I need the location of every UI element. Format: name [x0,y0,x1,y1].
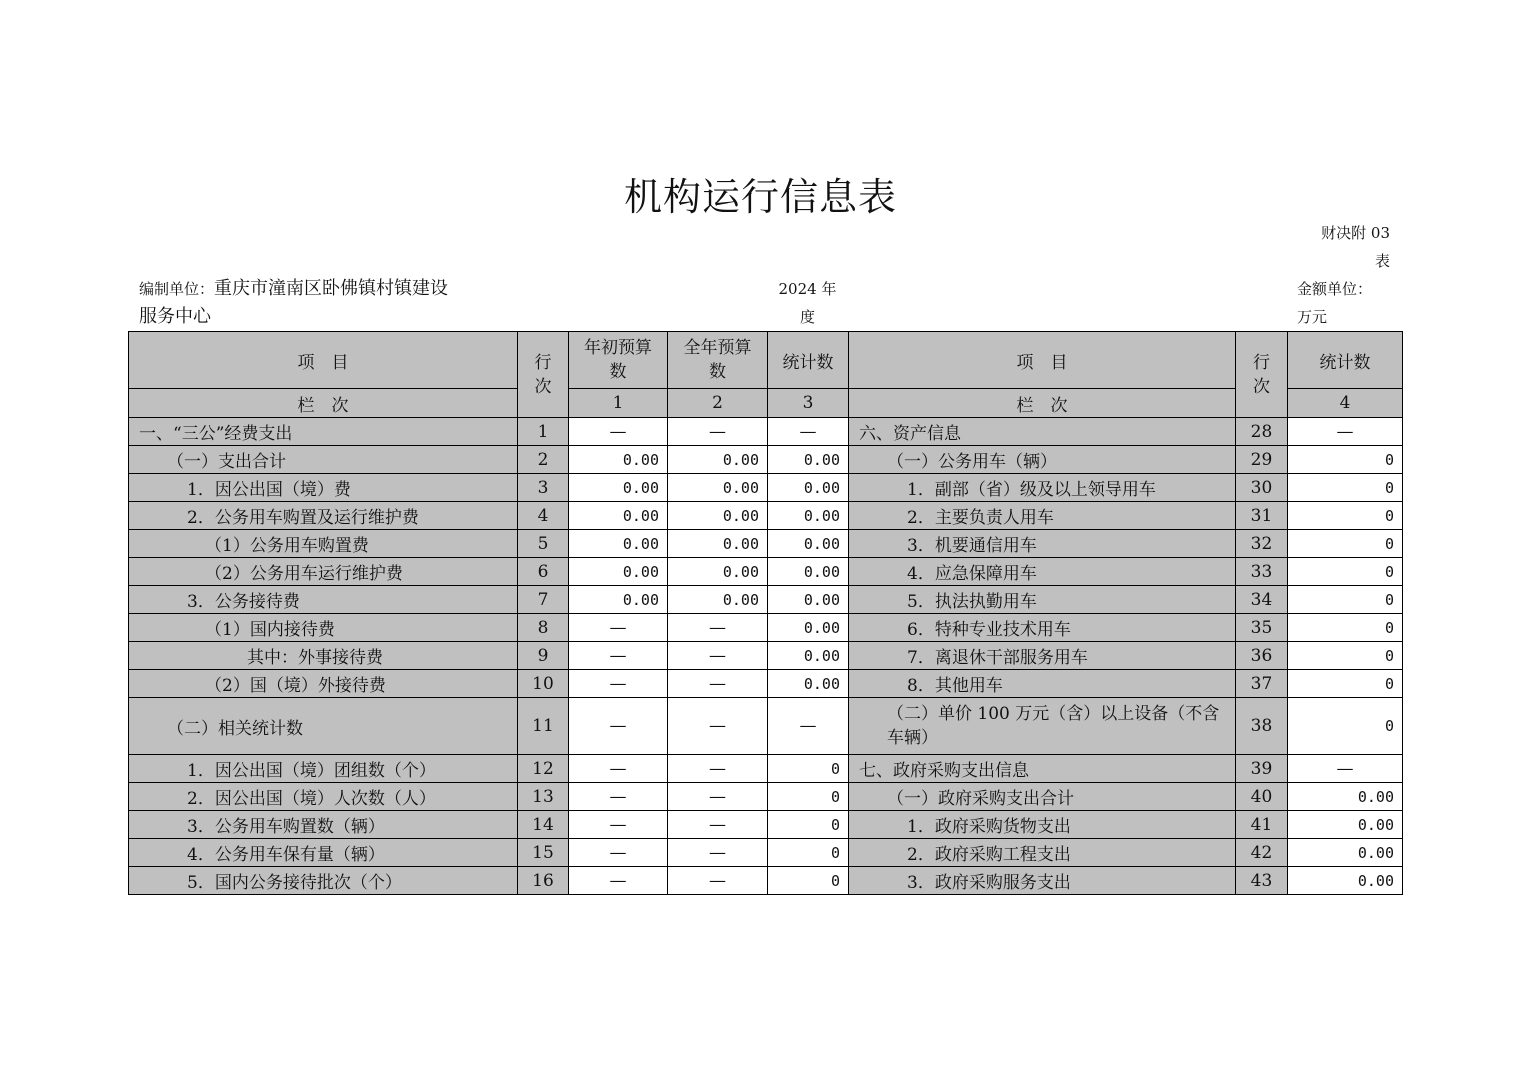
row-label: 3．公务接待费 [129,586,518,614]
row-number: 3 [518,474,569,502]
money-unit-line1: 金额单位： [1297,280,1373,298]
fiscal-year-line1: 2024 年 [778,280,837,298]
row-number-right: 43 [1236,867,1288,895]
row-label-right: （一）公务用车（辆） [849,446,1236,474]
table-row [129,867,1403,895]
full-budget-value: 0.00 [668,446,768,474]
full-budget-value: 0.00 [668,502,768,530]
row-number-right: 42 [1236,839,1288,867]
stat-value: 0.00 [768,558,849,586]
row-label: （二）相关统计数 [129,698,518,755]
row-number-right: 35 [1236,614,1288,642]
row-label-right: 六、资产信息 [849,418,1236,446]
row-label: 3．公务用车购置数（辆） [129,811,518,839]
table-row [129,502,1403,530]
row-number: 6 [518,558,569,586]
stat-value-right: 0 [1288,670,1403,698]
table-row [129,670,1403,698]
initial-budget-value: — [569,670,668,698]
lanci-label: 栏 次 [129,389,518,418]
table-row [129,530,1403,558]
money-unit [1297,275,1407,331]
full-budget-value: — [668,811,768,839]
form-number-line2: 表 [1374,252,1390,270]
stat-value-right: 0 [1288,558,1403,586]
row-label: 5．国内公务接待批次（个） [129,867,518,895]
row-number-right: 33 [1236,558,1288,586]
full-budget-value: — [668,839,768,867]
form-number-line1: 财决附 03 [1321,224,1390,242]
row-number-right: 40 [1236,783,1288,811]
col-number-1: 1 [569,389,668,418]
full-budget-value: — [668,755,768,783]
initial-budget-value: 0.00 [569,558,668,586]
full-budget-value: 0.00 [668,558,768,586]
initial-budget-value: — [569,614,668,642]
stat-value: 0 [768,755,849,783]
lanci-label-right: 栏 次 [849,389,1236,418]
full-budget-value: 0.00 [668,474,768,502]
initial-budget-value: — [569,418,668,446]
row-number-right: 34 [1236,586,1288,614]
stat-value-right: 0.00 [1288,811,1403,839]
row-label: 4．公务用车保有量（辆） [129,839,518,867]
table-row [129,642,1403,670]
header-stat-2: 统计数 [1288,332,1403,389]
stat-value-right: 0.00 [1288,867,1403,895]
stat-value-right: 0 [1288,502,1403,530]
row-number: 15 [518,839,569,867]
row-label-right: 七、政府采购支出信息 [849,755,1236,783]
table-row [129,783,1403,811]
row-number: 1 [518,418,569,446]
row-number-right: 36 [1236,642,1288,670]
money-unit-line2: 万元 [1297,308,1328,326]
row-label: （1）公务用车购置费 [129,530,518,558]
stat-value-right: 0 [1288,474,1403,502]
info-table [128,331,1403,895]
initial-budget-value: 0.00 [569,530,668,558]
table-row [129,755,1403,783]
row-label: （1）国内接待费 [129,614,518,642]
header-stat-1: 统计数 [768,332,849,389]
stat-value-right: 0.00 [1288,839,1403,867]
table-row [129,839,1403,867]
stat-value: 0.00 [768,642,849,670]
row-label-right: 8．其他用车 [849,670,1236,698]
row-label: （2）公务用车运行维护费 [129,558,518,586]
full-budget-value: — [668,698,768,755]
stat-value-right: 0 [1288,446,1403,474]
initial-budget-value: — [569,811,668,839]
fiscal-year [760,275,855,331]
initial-budget-value: 0.00 [569,586,668,614]
stat-value: 0.00 [768,474,849,502]
compiling-unit [139,275,559,331]
stat-value-right: 0 [1288,642,1403,670]
col-number-3: 3 [768,389,849,418]
stat-value: 0.00 [768,614,849,642]
stat-value: 0.00 [768,446,849,474]
row-label-right: 6．特种专业技术用车 [849,614,1236,642]
row-number-right: 41 [1236,811,1288,839]
stat-value-right: 0 [1288,698,1403,755]
stat-value: — [768,698,849,755]
table-row [129,558,1403,586]
row-number-right: 31 [1236,502,1288,530]
row-number: 5 [518,530,569,558]
stat-value: 0 [768,783,849,811]
stat-value: 0.00 [768,670,849,698]
row-label-right: 2．政府采购工程支出 [849,839,1236,867]
full-budget-value: — [668,867,768,895]
row-label-right: 1．政府采购货物支出 [849,811,1236,839]
row-label: （2）国（境）外接待费 [129,670,518,698]
row-label-right: 3．机要通信用车 [849,530,1236,558]
compiling-unit-name-1: 重庆市潼南区卧佛镇村镇建设 [214,278,449,299]
row-label: 2．公务用车购置及运行维护费 [129,502,518,530]
row-number: 11 [518,698,569,755]
row-number: 13 [518,783,569,811]
compiling-unit-label: 编制单位： [139,280,215,298]
row-number: 12 [518,755,569,783]
row-label-right: 1．副部（省）级及以上领导用车 [849,474,1236,502]
table-row [129,418,1403,446]
stat-value: 0.00 [768,502,849,530]
row-label-right: （二）单价 100 万元（含）以上设备（不含车辆） [849,698,1236,755]
initial-budget-value: 0.00 [569,446,668,474]
initial-budget-value: — [569,839,668,867]
table-row [129,811,1403,839]
full-budget-value: 0.00 [668,530,768,558]
row-label-right: 7．离退休干部服务用车 [849,642,1236,670]
row-label-right: 5．执法执勤用车 [849,586,1236,614]
initial-budget-value: — [569,755,668,783]
stat-value-right: 0 [1288,614,1403,642]
header-row-no-right: 行次 [1236,332,1288,418]
header-item-right: 项 目 [849,332,1236,389]
header-initial-budget: 年初预算数 [569,332,668,389]
stat-value: 0 [768,811,849,839]
col-number-4: 4 [1288,389,1403,418]
initial-budget-value: 0.00 [569,474,668,502]
row-label-right: 3．政府采购服务支出 [849,867,1236,895]
row-number: 2 [518,446,569,474]
row-number: 14 [518,811,569,839]
initial-budget-value: — [569,867,668,895]
col-number-2: 2 [668,389,768,418]
row-number: 9 [518,642,569,670]
header-full-budget: 全年预算数 [668,332,768,389]
row-label-right: 2．主要负责人用车 [849,502,1236,530]
compiling-unit-name-2: 服务中心 [139,306,211,327]
full-budget-value: — [668,783,768,811]
row-label: 其中：外事接待费 [129,642,518,670]
table-row [129,698,1403,755]
table-row [129,586,1403,614]
row-number: 16 [518,867,569,895]
header-row-no: 行次 [518,332,569,418]
row-number-right: 32 [1236,530,1288,558]
row-label: 一、“三公”经费支出 [129,418,518,446]
row-label: 1．因公出国（境）团组数（个） [129,755,518,783]
row-number-right: 38 [1236,698,1288,755]
initial-budget-value: 0.00 [569,502,668,530]
row-number-right: 28 [1236,418,1288,446]
header-item: 项 目 [129,332,518,389]
stat-value-right: 0 [1288,586,1403,614]
row-label-right: （一）政府采购支出合计 [849,783,1236,811]
row-label-right: 4．应急保障用车 [849,558,1236,586]
row-number-right: 39 [1236,755,1288,783]
row-number: 4 [518,502,569,530]
row-label: 2．因公出国（境）人次数（人） [129,783,518,811]
stat-value: 0 [768,867,849,895]
stat-value: 0.00 [768,586,849,614]
row-number: 7 [518,586,569,614]
initial-budget-value: — [569,783,668,811]
full-budget-value: — [668,670,768,698]
row-label: （一）支出合计 [129,446,518,474]
full-budget-value: 0.00 [668,586,768,614]
stat-value: 0.00 [768,530,849,558]
table-row [129,614,1403,642]
stat-value: — [768,418,849,446]
stat-value-right: — [1288,755,1403,783]
form-number [1321,219,1390,275]
initial-budget-value: — [569,642,668,670]
page-title: 机构运行信息表 [623,175,897,219]
full-budget-value: — [668,614,768,642]
stat-value-right: — [1288,418,1403,446]
fiscal-year-line2: 度 [799,308,815,326]
row-number-right: 29 [1236,446,1288,474]
row-label: 1．因公出国（境）费 [129,474,518,502]
stat-value: 0 [768,839,849,867]
row-number-right: 30 [1236,474,1288,502]
full-budget-value: — [668,418,768,446]
row-number: 10 [518,670,569,698]
stat-value-right: 0.00 [1288,783,1403,811]
row-number: 8 [518,614,569,642]
row-number-right: 37 [1236,670,1288,698]
initial-budget-value: — [569,698,668,755]
full-budget-value: — [668,642,768,670]
table-row [129,446,1403,474]
stat-value-right: 0 [1288,530,1403,558]
table-row [129,474,1403,502]
